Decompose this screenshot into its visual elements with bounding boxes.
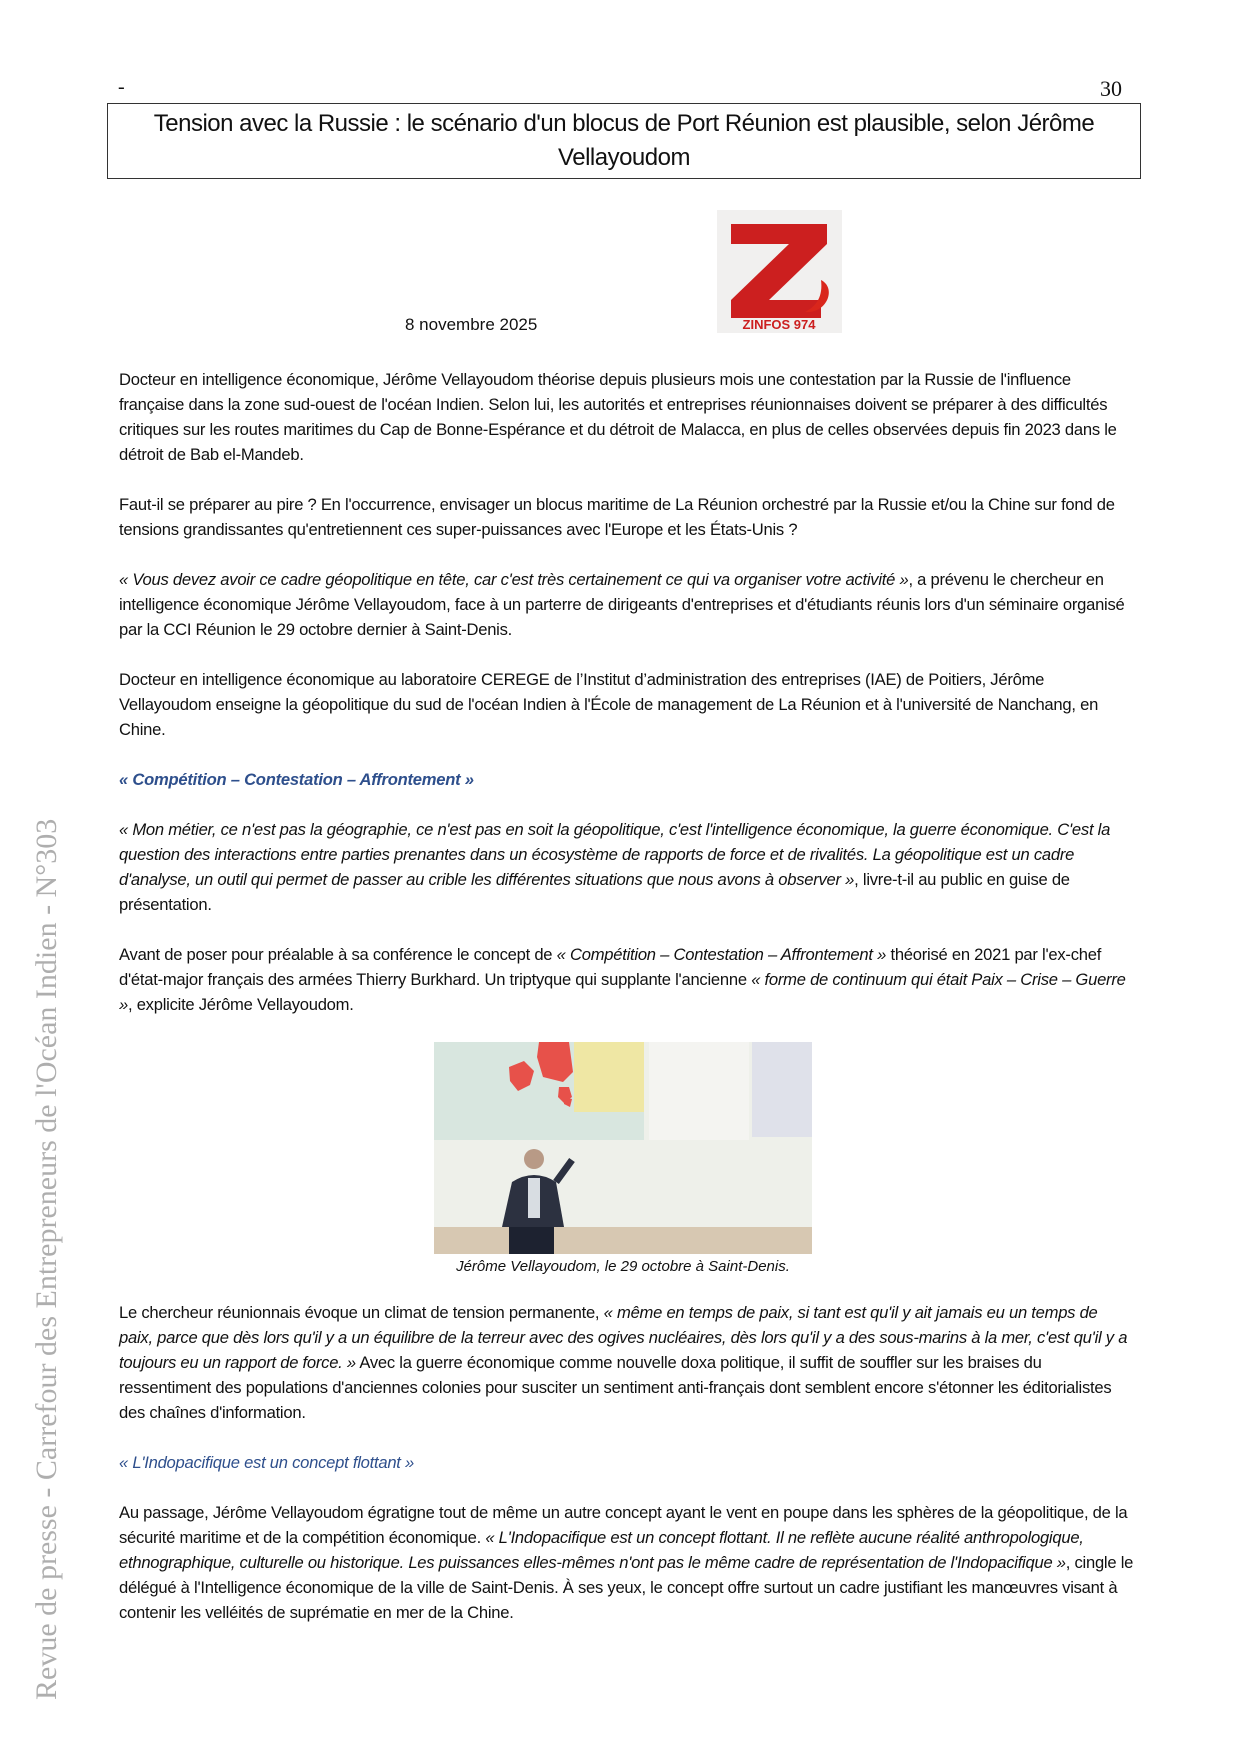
article-date: 8 novembre 2025 (405, 315, 538, 334)
section-heading-1: « Compétition – Contestation – Affrontement » (119, 770, 474, 789)
quote: « Mon métier, ce n'est pas la géographie, ce n'est pas en soit la géopolitique, c'est l'intelligence économique, la guerre économique. C'est la question des interactions entre parties prenantes dans un écosystème de rapports de force et de rivalités. La géopolitique est un cadre d'analyse, un outil qui permet de passer au crible les différentes situations que nous avons à observer » (119, 820, 1111, 889)
quote: « Vous devez avoir ce cadre géopolitique en tête, car c'est très certainement ce qui va organiser votre activité » (119, 570, 909, 589)
text: , a prévenu le chercheur en intelligence économique Jérôme Vellayoudom, face à un parterre de dirigeants d'entreprises et d'étudiants réunis lors d'un séminaire organisé par la CCI Réunion le 29 octobre dernier à Saint-Denis. (119, 570, 1125, 639)
text: Avant de poser pour préalable à sa conférence le concept de (119, 945, 557, 964)
text: Le chercheur réunionnais évoque un climat de tension permanente, (119, 1303, 604, 1322)
article-body (119, 367, 1134, 1650)
paragraph-6 (119, 942, 1134, 1017)
paragraph-2: Faut-il se préparer au pire ? En l'occurrence, envisager un blocus maritime de La Réunion orchestré par la Russie et/ou la Chine sur fond de tensions grandissantes qu'entretiennent ces super-puissances avec l'Europe et les États-Unis ? (119, 495, 1115, 539)
photo-caption: Jérôme Vellayoudom, le 29 octobre à Saint-Denis. (456, 1258, 790, 1275)
paragraph-8 (119, 1500, 1134, 1625)
text: Au passage, Jérôme Vellayoudom égratigne tout de même un autre concept ayant le vent en poupe dans les sphères de la géopolitique, de la sécurité maritime et de la compétition économique. (119, 1503, 1128, 1547)
paragraph-4: Docteur en intelligence économique au laboratoire CEREGE de l’Institut d’administration des entreprises (IAE) de Poitiers, Jérôme Vellayoudom enseigne la géopolitique du sud de l'océan Indien à l'École de management de La Réunion et à l'université de Nanchang, en Chine. (119, 670, 1099, 739)
paragraph-3 (119, 567, 1134, 642)
quote: « Compétition – Contestation – Affrontement » (556, 945, 887, 964)
conference-photo (434, 1042, 812, 1254)
quote: « L'Indopacifique est un concept flottant. Il ne reflète aucune réalité anthropologique, ethnographique, culturelle ou historique. Les puissances elles-mêmes n'ont pas le même cadre de représentation de l'Indopacifique » (119, 1528, 1084, 1572)
page-number: 30 (1100, 76, 1122, 101)
section-heading-2: « L'Indopacifique est un concept flottant » (119, 1453, 415, 1472)
text: , livre-t-il au public en guise de présentation. (119, 870, 1070, 914)
text: , explicite Jérôme Vellayoudom. (127, 995, 354, 1014)
paragraph-7 (119, 1300, 1134, 1425)
photo-figure (434, 1042, 812, 1275)
svg-text:ZINFOS 974: ZINFOS 974 (742, 317, 816, 332)
quote: « forme de continuum qui était Paix – Crise – Guerre » (119, 970, 1126, 1014)
paragraph-1: Docteur en intelligence économique, Jérôme Vellayoudom théorise depuis plusieurs mois une contestation par la Russie de l'influence française dans la zone sud-ouest de l'océan Indien. Selon lui, les autorités et entreprises réunionnaises doivent se préparer à des difficultés critiques sur les routes maritimes du Cap de Bonne-Espérance et du détroit de Malacca, en plus de celles observées depuis fin 2023 dans le détroit de Bab el-Mandeb. (119, 370, 1117, 464)
paragraph-5 (119, 817, 1134, 917)
watermark: Revue de presse - Carrefour des Entrepreneurs de l'Océan Indien - N°303 (30, 818, 63, 1700)
text: théorisé en 2021 par l'ex-chef d'état-major français des armées Thierry Burkhard. Un triptyque qui supplante l'ancienne (119, 945, 1102, 989)
header-dash: - (118, 76, 125, 98)
article-title: Tension avec la Russie : le scénario d'un blocus de Port Réunion est plausible, selon Jérôme Vellayoudom (107, 103, 1141, 179)
text: , cingle le délégué à l'Intelligence économique de la ville de Saint-Denis. À ses yeux, le concept offre surtout un cadre justifiant les manœuvres visant à contenir les velléités de suprématie en mer de la Chine. (119, 1553, 1134, 1622)
zinfos-logo (717, 210, 842, 333)
text: Avec la guerre économique comme nouvelle doxa politique, il suffit de souffler sur les braises du ressentiment des populations d'anciennes colonies pour susciter un sentiment anti-français dont semblent encore s'étonner les éditorialistes des chaînes d'information. (119, 1353, 1112, 1422)
quote: « même en temps de paix, si tant est qu'il y ait jamais eu un temps de paix, parce que dès lors qu'il y a un équilibre de la terreur avec des ogives nucléaires, dès lors qu'il y a des sous-marins à la mer, c'est qu'il y a toujours eu un rapport de force. » (119, 1303, 1128, 1372)
